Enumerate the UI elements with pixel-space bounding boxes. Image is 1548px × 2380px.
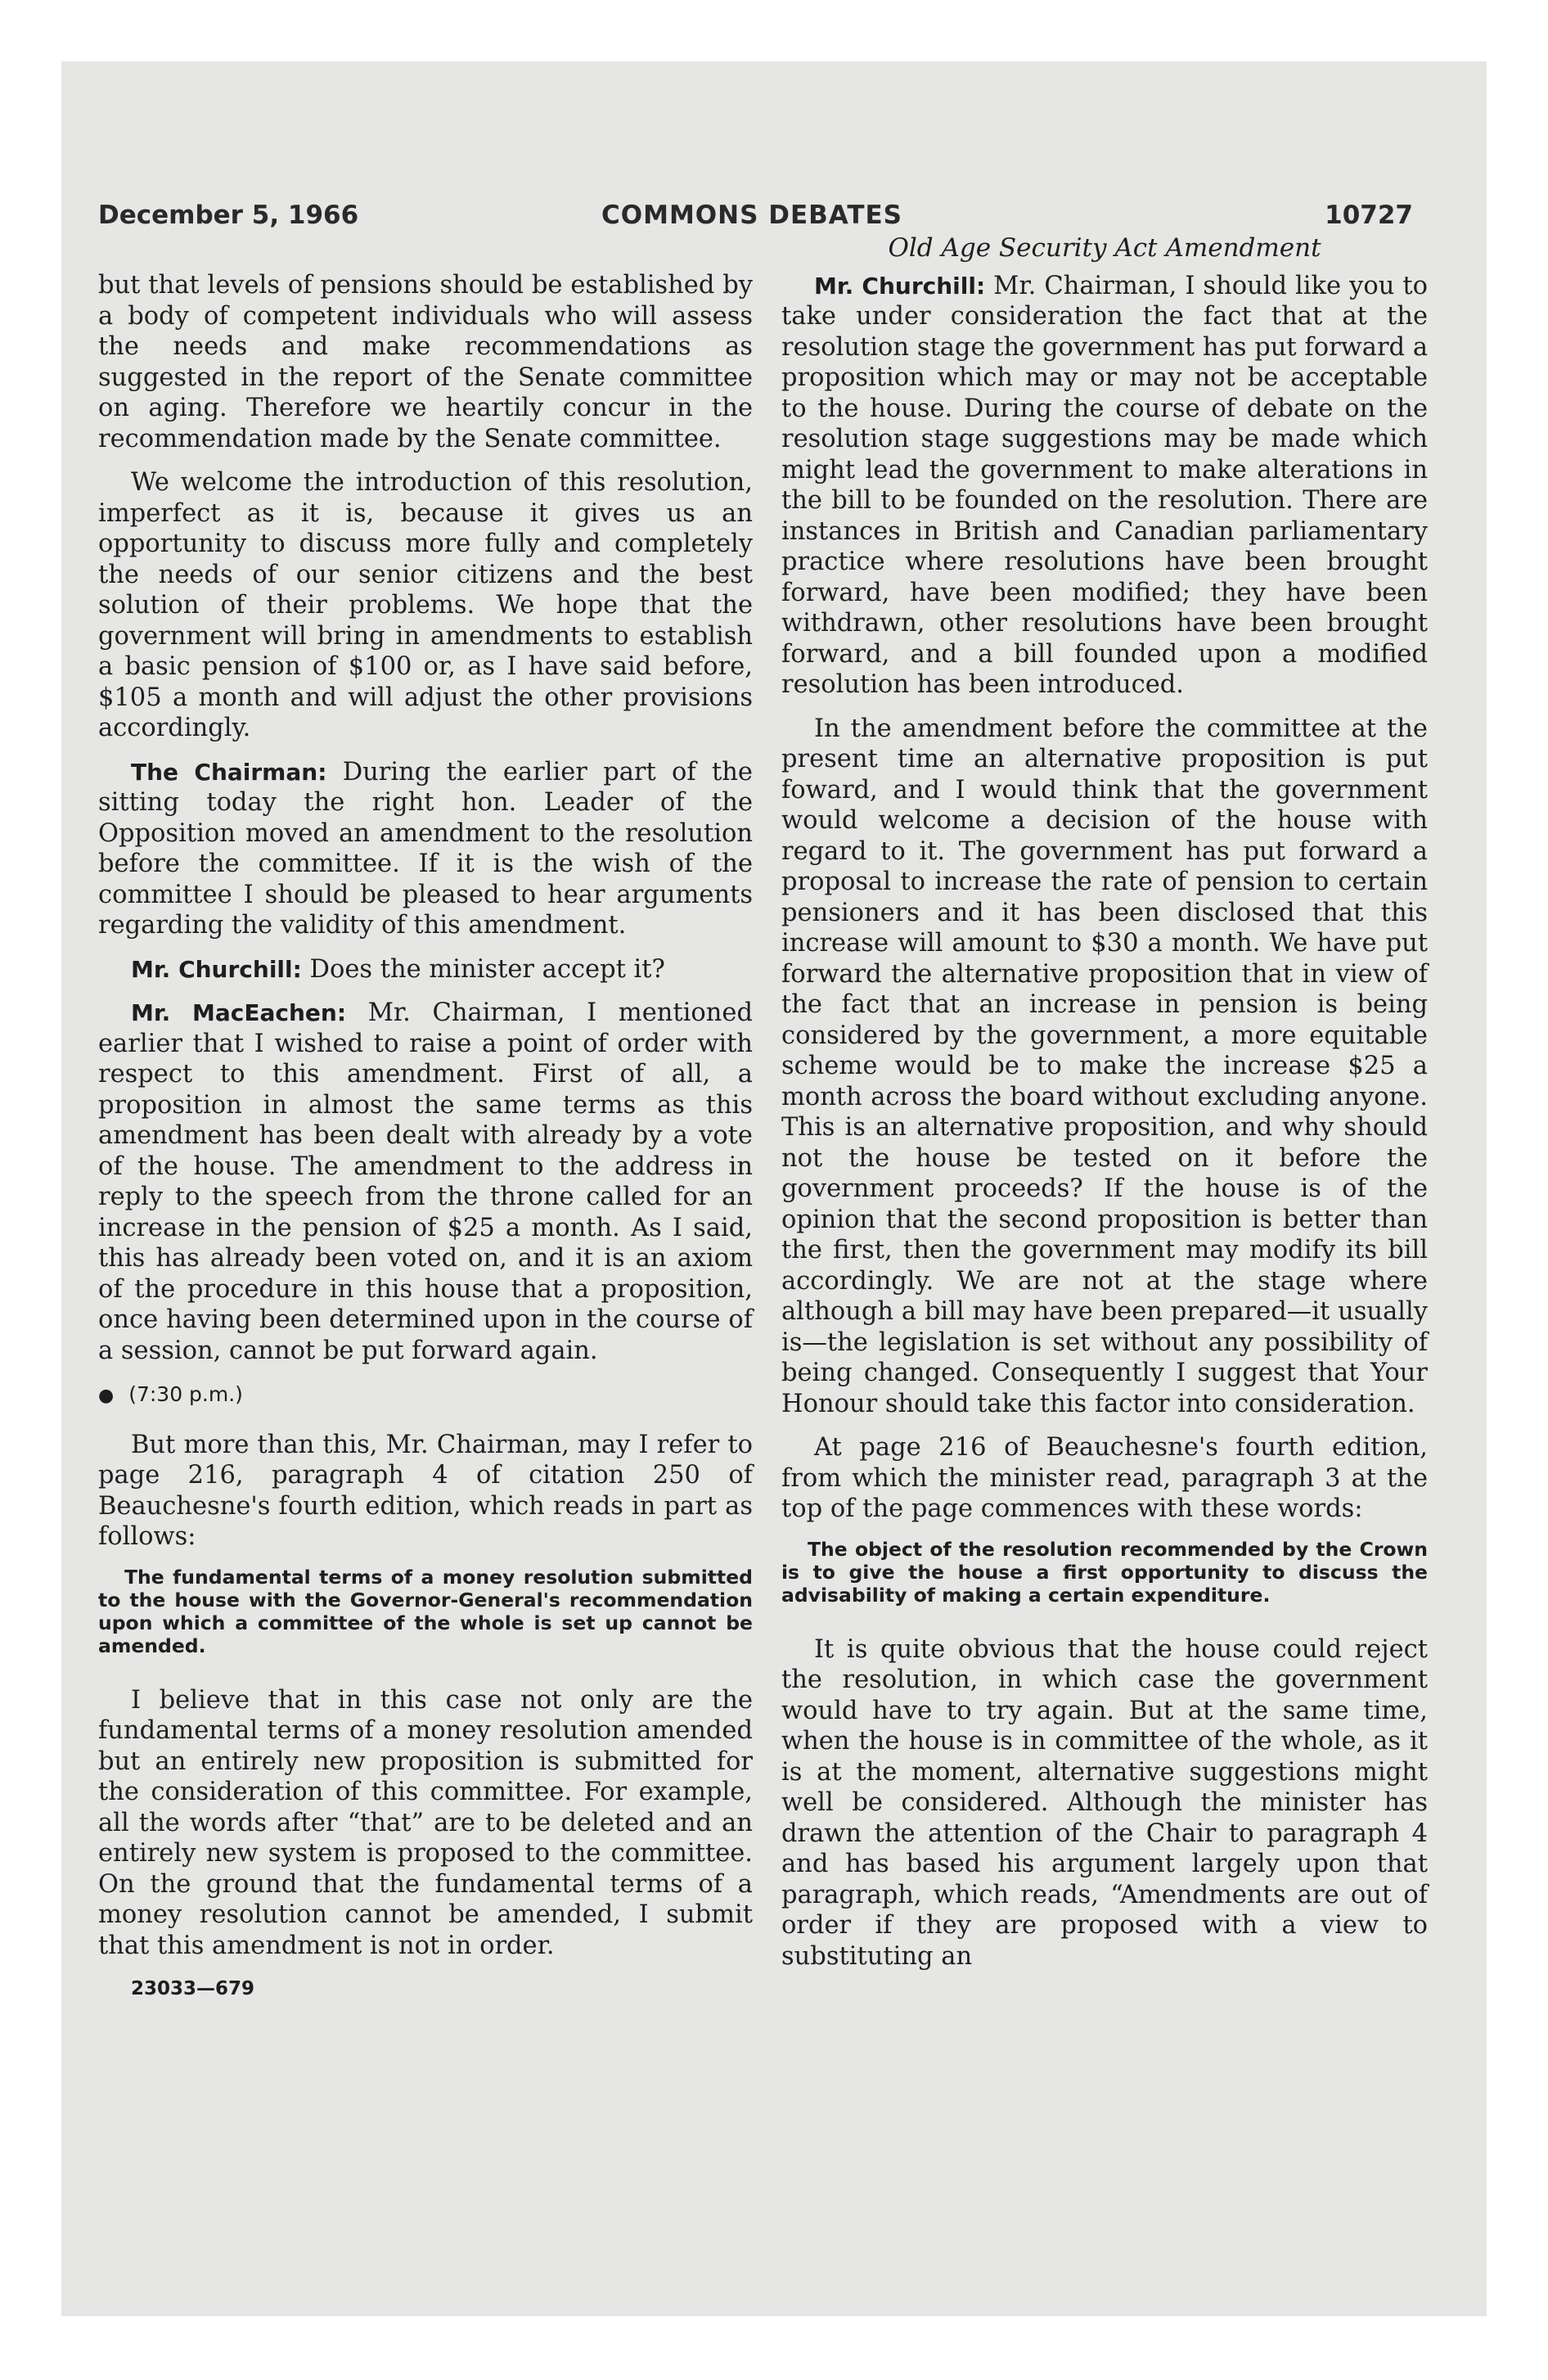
paragraph: but that levels of pensions should be established by a body of competent individuals who will assess the needs and make recommendations as suggested in the report of the Senate committee on aging. Therefore we heartily concur in the recommendation made by the Senate committee. — [98, 271, 753, 453]
paragraph: But more than this, Mr. Chairman, may I refer to page 216, paragraph 4 of citation 250 of Beauchesne's fourth edition, which reads in part as follows: — [98, 1430, 753, 1551]
block-quote: The object of the resolution recommended by the Crown is to give the house a first opportunity to discuss the advisability of making a certain expenditure. — [781, 1537, 1428, 1607]
speech-text: Does the minister accept it? — [301, 954, 665, 984]
header-page-number: 10727 — [1325, 201, 1413, 230]
speaker-name: Mr. Churchill: — [131, 955, 302, 983]
speech — [98, 998, 753, 1366]
speaker-name: Mr. Churchill: — [814, 272, 986, 300]
speech-text: Mr. Chairman, I mentioned earlier that I wished to raise a point of order with respect to this amendment. First of all, a proposition in almost the same terms as this amendment has been dealt with already by a vote of the house. The amendment to the address in reply to the speech from the throne called for an increase in the pension of $25 a month. As I said, this has already been voted on, and it is an axiom of the procedure in this house that a proposition, once having been determined upon in the course of a session, cannot be put forward again. — [98, 998, 753, 1365]
block-quote: The fundamental terms of a money resolution submitted to the house with the Governor-General's recommendation upon which a committee of the whole is set up cannot be amended. — [98, 1565, 753, 1657]
speech-text: Mr. Chairman, I should like you to take under consideration the fact that at the resolution stage the government has put forward a proposition which may or may not be acceptable to the house. During the course of debate on the resolution stage suggestions may be made which might lead the government to make alterations in the bill to be founded on the resolution. There are instances in British and Canadian parliamentary practice where resolutions have been brought forward, have been modified; they have been withdrawn, other resolutions have been brought forward, and a bill founded upon a modified resolution has been introduced. — [781, 271, 1428, 699]
speech — [98, 954, 753, 985]
section-title: Old Age Security Act Amendment — [888, 233, 1321, 263]
speaker-name: Mr. MacEachen: — [131, 999, 347, 1026]
speech — [98, 757, 753, 941]
right-column — [781, 233, 1428, 1985]
printer-footnote: 23033—679 — [131, 1978, 255, 1999]
bullet-icon: ● — [98, 1386, 115, 1406]
paragraph: I believe that in this case not only are the fundamental terms of a money resolution amended but an entirely new proposition is submitted for the consideration of this committee. For example, all the words after “that” are to be deleted and an entirely new system is proposed to the committee. On the ground that the fundamental terms of a money resolution cannot be amended, I submit that this amendment is not in order. — [98, 1685, 753, 1960]
header-title: COMMONS DEBATES — [601, 201, 902, 230]
time-marker — [98, 1379, 753, 1412]
left-column — [98, 270, 753, 2005]
paragraph: It is quite obvious that the house could reject the resolution, in which case the government would have to try again. But at the same time, when the house is in committee of the whole, as it is at the moment, alternative suggestions might well be considered. Although the minister has drawn the attention of the Chair to paragraph 4 and has based his argument largely upon that paragraph, which reads, “Amendments are out of order if they are proposed with a view to substituting an — [781, 1634, 1428, 1971]
speech-text: During the earlier part of the sitting today the right hon. Leader of the Opposition moved an amendment to the resolution before the committee. If it is the wish of the committee I should be pleased to hear arguments regarding the validity of this amendment. — [98, 757, 753, 940]
header-date: December 5, 1966 — [98, 201, 359, 230]
time-text: (7:30 p.m.) — [128, 1382, 243, 1406]
paragraph: In the amendment before the committee at the present time an alternative proposition is put foward, and I would think that the government would welcome a decision of the house with regard to it. The government has put forward a proposal to increase the rate of pension to certain pensioners and it has been disclosed that this increase will amount to $30 a month. We have put forward the alternative proposition that in view of the fact that an increase in pension is being considered by the government, a more equitable scheme would be to make the increase $25 a month across the board without excluding anyone. This is an alternative proposition, and why should not the house be tested on it before the government proceeds? If the house is of the opinion that the second proposition is better than the first, then the government may modify its bill accordingly. We are not at the stage where although a bill may have been prepared—it usually is—the legislation is set without any possibility of being changed. Consequently I suggest that Your Honour should take this factor into consideration. — [781, 714, 1428, 1418]
speech — [781, 271, 1428, 701]
speaker-name: The Chairman: — [131, 758, 327, 786]
paragraph: We welcome the introduction of this resolution, imperfect as it is, because it gives us an opportunity to discuss more fully and completely the needs of our senior citizens and the best solution of their problems. We hope that the government will bring in amendments to establish a basic pension of $100 or, as I have said before, $105 a month and will adjust the other provisions accordingly. — [98, 468, 753, 742]
paragraph: At page 216 of Beauchesne's fourth edition, from which the minister read, paragraph 3 at the top of the page commences with these words: — [781, 1433, 1428, 1523]
